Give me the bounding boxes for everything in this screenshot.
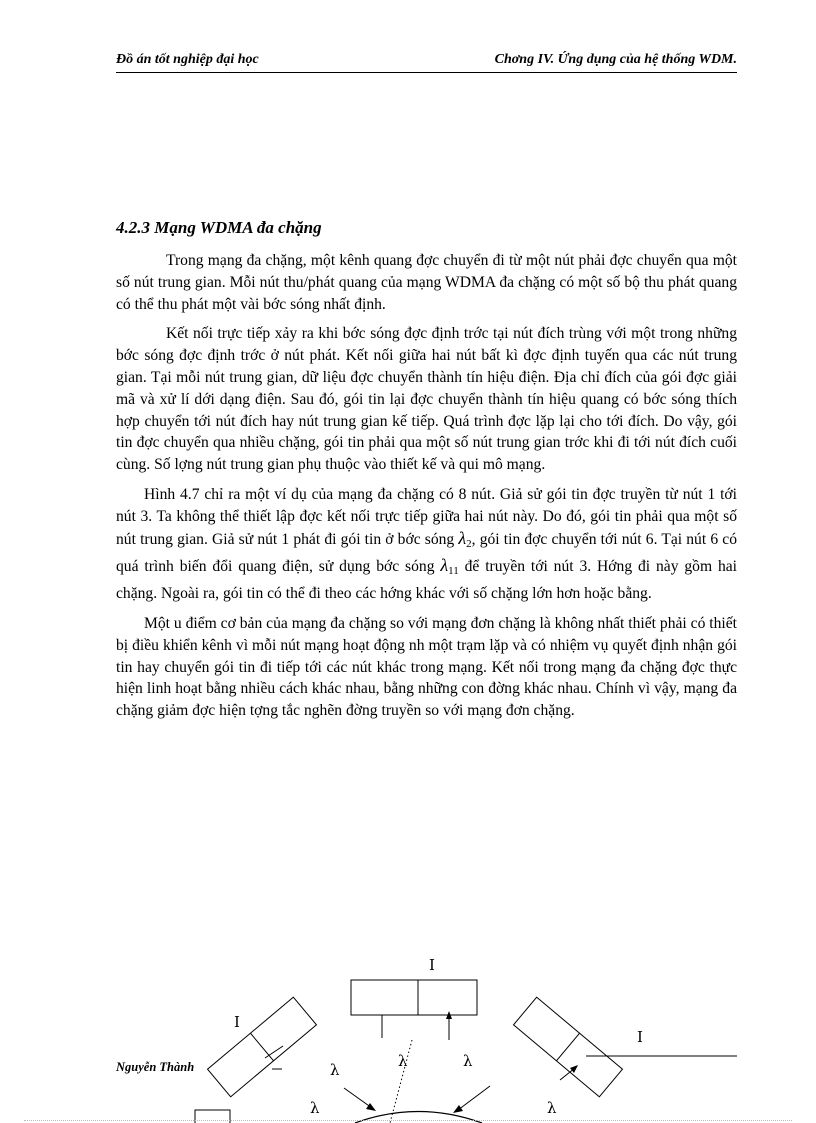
paragraph-3-part-1: Hình 4.7 chỉ ra một ví dụ của mạng đa chặng có 8 nút. Giả sử gói tin đợc truyền từ nút 1 tới nút 3. Ta không thể thiết lập đợc kết nối trực tiếp giữa hai nút này. Do đó, gói tin phải qua một số nút trung gian. Giả sử nút 1 phát đi gói tin ở bớc sóng	[116, 485, 737, 548]
footer-author: Nguyễn Thành	[116, 1060, 195, 1074]
arrowhead-right	[453, 1105, 463, 1113]
node-right	[514, 997, 623, 1097]
lambda-label-3: λ	[463, 1052, 473, 1070]
network-figure	[0, 940, 816, 1123]
paragraph-3-part-3: để truyền tới nút 3. Hớng đi này gồm hai chặng. Ngoài ra, gói tin có thể đi theo các hớng khác với số chặng lớn hơn hoặc bằng.	[116, 558, 737, 603]
header-right: Chơng IV. Ứng dụng của hệ thống WDM.	[494, 52, 737, 67]
node-top-label: Ι	[429, 956, 435, 974]
lambda-subscript-1: 2	[466, 537, 472, 550]
lambda-symbol-2: λ	[440, 555, 449, 576]
lambda-label-2: λ	[398, 1052, 408, 1070]
node-right-label: Ι	[637, 1028, 643, 1046]
lambda-label-4: λ	[310, 1099, 320, 1117]
section-title: 4.2.3 Mạng WDMA đa chặng	[116, 218, 322, 237]
arrow-left	[344, 1088, 372, 1108]
paragraph-1: Trong mạng đa chặng, một kênh quang đợc chuyển đi từ một nút phải đợc chuyển qua một số nút trung gian. Mỗi nút thu/phát quang của mạng WDMA đa chặng có một số bộ thu phát quang có thể thu phát một vài bớc sóng nhất định.	[116, 252, 737, 313]
paragraph-3	[116, 484, 737, 605]
arrowhead-far-right	[570, 1065, 578, 1073]
body-text	[116, 250, 737, 730]
lambda-label-1: λ	[330, 1061, 340, 1079]
node-left-label: Ι	[234, 1013, 240, 1031]
node-bottom-left	[195, 1110, 230, 1123]
paragraph-4: Một u điểm cơ bản của mạng đa chặng so với mạng đơn chặng là không nhất thiết phải có thiết bị điều khiển kênh vì mỗi nút mạng hoạt động nh một trạm lặp và có nhiệm vụ quyết định nhận gói tin hay chuyển gói tin đi tiếp tới các nút khác trong mạng. Kết nối trong mạng đa chặng đợc thực hiện linh hoạt bằng nhiều cách khác nhau, bằng những con đờng khác nhau. Chính vì vậy, mạng đa chặng giảm đợc hiện tợng tắc nghẽn đờng truyền so với mạng đơn chặng.	[116, 614, 737, 720]
node-left	[208, 997, 317, 1097]
page-header	[116, 52, 737, 73]
lambda-label-5: λ	[547, 1099, 557, 1117]
paragraph-3-part-2: , gói tin đợc chuyển tới nút 6. Tại nút 6 có quá trình biến đổi quang điện, sử dụng bớc sóng	[116, 530, 737, 576]
header-left: Đồ án tốt nghiệp đại học	[116, 52, 259, 67]
page-bottom-line	[24, 1120, 792, 1121]
paragraph-2: Kết nối trực tiếp xảy ra khi bớc sóng đợc định trớc tại nút đích trùng với một trong những bớc sóng đợc định trớc ở nút phát. Kết nối giữa hai nút bất kì đợc định tuyến qua các nút trung gian. Tại mỗi nút trung gian, dữ liệu đợc chuyển thành tín hiệu điện. Địa chỉ đích của gói đợc giải mã và xử lí dới dạng điện. Sau đó, gói tin lại đợc chuyển thành tín hiệu quang có bớc sóng thích hợp chuyển tới nút đích hay nút trung gian kế tiếp. Quá trình đợc lặp lại cho tới đích. Do vậy, gói tin đợc chuyển qua nhiều chặng, gói tin phải qua một số nút trung gian trớc khi đi tới nút đích cuối cùng. Số lợng nút trung gian phụ thuộc vào thiết kế và qui mô mạng.	[116, 325, 737, 474]
lambda-subscript-2: 11	[448, 565, 459, 578]
node-top	[351, 980, 477, 1040]
ring-arc	[355, 1112, 482, 1123]
arrow-far-left	[265, 1046, 283, 1058]
arrow-right	[458, 1086, 490, 1110]
lambda-symbol-1: λ	[458, 527, 467, 548]
